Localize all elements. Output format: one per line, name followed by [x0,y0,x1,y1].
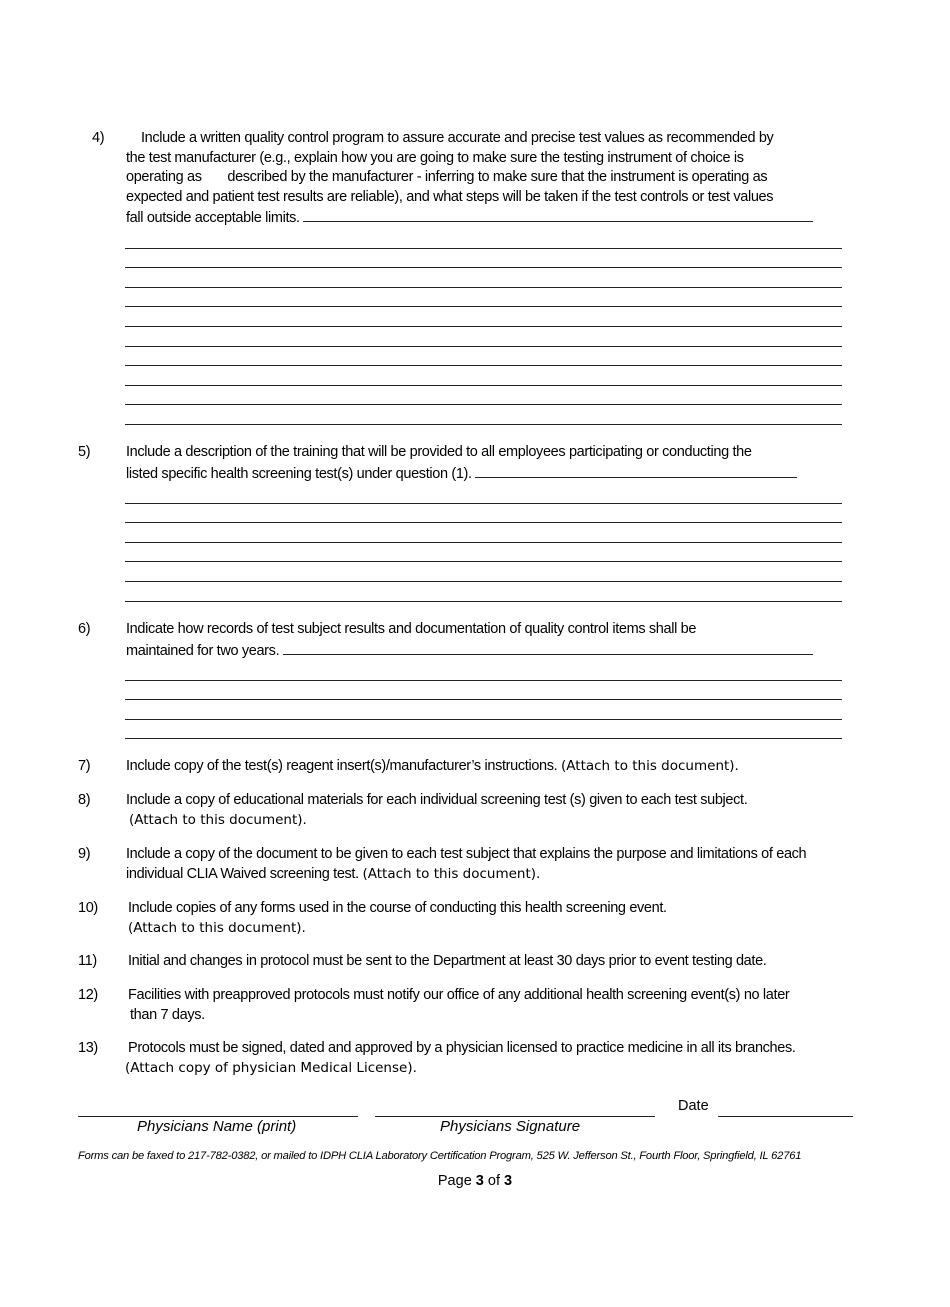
question-text-line: maintained for two years. [126,642,280,659]
answer-line[interactable] [125,307,842,327]
item-number: 6) [78,621,91,637]
item-number: 9) [78,846,91,862]
attach-note: (Attach copy of physician Medical License). [125,1059,417,1076]
answer-area-5[interactable] [125,484,842,602]
question-text-line: the test manufacturer (e.g., explain how you are going to make sure the testing instrument of choice is [126,149,744,166]
fax-mail-footer: Forms can be faxed to 217-782-0382, or mailed to IDPH CLIA Laboratory Certification Program, 525 W. Jefferson St., Fourth Floor, Springfield, IL 62761 [78,1150,802,1162]
answer-line[interactable] [125,249,842,269]
item-number: 12) [78,987,98,1003]
attach-note: (Attach to this document). [128,919,306,936]
date-line[interactable] [718,1116,853,1117]
instruction-text: Include a copy of educational materials for each individual screening test (s) given to each test subject. [126,792,748,808]
answer-line[interactable] [125,327,842,347]
question-text-line: fall outside acceptable limits. [126,210,300,226]
answer-line[interactable] [283,640,813,655]
question-text-line: expected and patient test results are reliable), and what steps will be taken if the test controls or test values [126,188,774,205]
answer-line[interactable] [125,386,842,406]
answer-line[interactable] [125,484,842,504]
question-text-line: Indicate how records of test subject results and documentation of quality control items shall be [126,621,697,637]
item-number: 13) [78,1040,98,1056]
attach-note: (Attach to this document). [561,758,739,774]
answer-area-4[interactable] [125,229,842,425]
item-number: 8) [78,792,91,808]
total-pages: 3 [504,1173,513,1189]
answer-line[interactable] [125,523,842,543]
attach-note: (Attach to this document). [362,865,541,882]
item-number: 10) [78,900,98,916]
instruction-text: Protocols must be signed, dated and approved by a physician licensed to practice medicine in all its branches. [128,1040,796,1056]
answer-line[interactable] [125,229,842,249]
answer-line[interactable] [475,463,797,478]
question-text-line: operating as described by the manufacturer - inferring to make sure that the instrument is operating as [126,169,768,185]
physician-signature-line[interactable] [375,1116,655,1117]
instruction-text: individual CLIA Waived screening test. [126,865,359,882]
answer-line[interactable] [125,661,842,681]
instruction-text: than 7 days. [130,1006,205,1023]
answer-area-6[interactable] [125,661,842,739]
question-text-line: Include a description of the training that will be provided to all employees participating or conducting the [126,444,752,460]
current-page: 3 [475,1173,484,1189]
attach-note: (Attach to this document). [129,811,307,828]
item-number: 11) [78,953,97,969]
answer-line[interactable] [125,681,842,701]
answer-line[interactable] [125,268,842,288]
physician-name-label: Physicians Name (print) [137,1118,297,1135]
instruction-text: Include a copy of the document to be given to each test subject that explains the purpose and limitations of each [126,846,807,862]
answer-line[interactable] [125,720,842,740]
answer-line[interactable] [125,582,842,602]
instruction-text: Include copies of any forms used in the course of conducting this health screening event. [128,900,667,916]
physician-name-line[interactable] [78,1116,358,1117]
answer-line[interactable] [125,504,842,524]
date-label: Date [678,1098,709,1114]
answer-line[interactable] [125,288,842,308]
answer-line[interactable] [125,347,842,367]
question-text-line: listed specific health screening test(s) under question (1). [126,465,472,482]
instruction-text: Include copy of the test(s) reagent insert(s)/manufacturer’s instructions. [126,758,558,774]
item-number: 4) [92,130,105,146]
answer-line[interactable] [125,405,842,425]
answer-line[interactable] [125,700,842,720]
item-number: 5) [78,444,91,460]
instruction-text: Facilities with preapproved protocols must notify our office of any additional health screening event(s) no later [128,987,790,1003]
item-number: 7) [78,758,91,774]
instruction-text: Initial and changes in protocol must be sent to the Department at least 30 days prior to event testing date. [128,953,767,969]
physician-signature-label: Physicians Signature [440,1118,581,1135]
answer-line[interactable] [125,543,842,563]
answer-line[interactable] [303,207,813,222]
question-text-line: Include a written quality control program to assure accurate and precise test values as recommended by [141,130,774,146]
answer-line[interactable] [125,366,842,386]
answer-line[interactable] [125,562,842,582]
page-number: Page 3 of 3 [437,1173,513,1189]
